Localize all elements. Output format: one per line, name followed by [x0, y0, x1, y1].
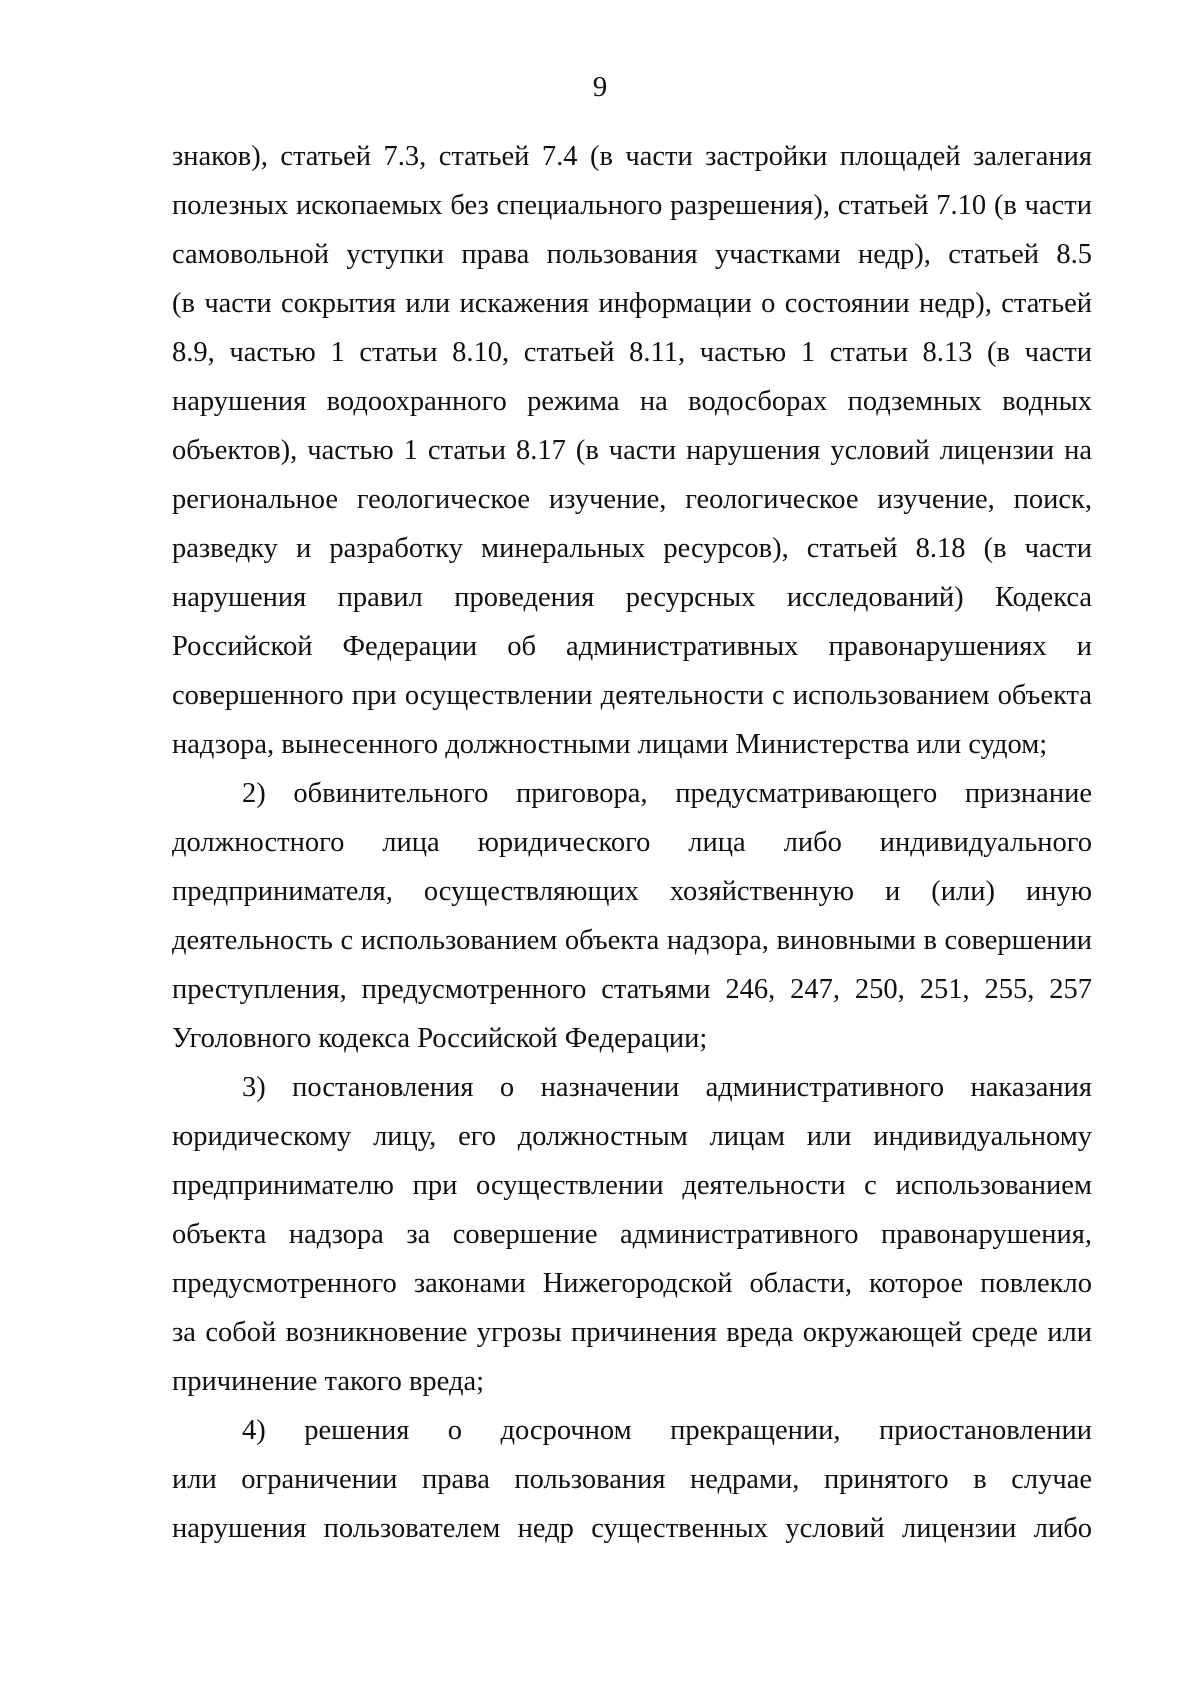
text-line: Российской Федерации об административных правонарушениях и: [172, 631, 1092, 662]
text-line: самовольной уступки права пользования участками недр), статьей 8.5: [172, 239, 1092, 270]
text-line: нарушения правил проведения ресурсных исследований) Кодекса: [172, 582, 1092, 613]
text-line: должностного лица юридического лица либо индивидуального: [172, 827, 1092, 858]
text-line: надзора, вынесенного должностными лицами Министерства или судом;: [172, 729, 1048, 760]
text-line: объектов), частью 1 статьи 8.17 (в части нарушения условий лицензии на: [172, 435, 1092, 466]
paragraph-item-4: [172, 1406, 1092, 1553]
paragraph-item-3: [172, 1063, 1092, 1406]
paragraph-item-2: [172, 769, 1092, 1063]
text-line: юридическому лицу, его должностным лицам или индивидуальному: [172, 1121, 1092, 1152]
text-line: 2) обвинительного приговора, предусматривающего признание: [242, 778, 1092, 809]
text-line: знаков), статьей 7.3, статьей 7.4 (в части застройки площадей залегания: [172, 141, 1092, 172]
text-line: причинение такого вреда;: [172, 1366, 485, 1397]
text-line: нарушения водоохранного режима на водосборах подземных водных: [172, 386, 1092, 417]
text-line: региональное геологическое изучение, геологическое изучение, поиск,: [172, 484, 1092, 515]
document-body: [172, 132, 1092, 1553]
text-line: предпринимателю при осуществлении деятельности с использованием: [172, 1170, 1092, 1201]
text-line: совершенного при осуществлении деятельности с использованием объекта: [172, 680, 1092, 711]
text-line: нарушения пользователем недр существенных условий лицензии либо: [172, 1513, 1092, 1544]
text-line: предусмотренного законами Нижегородской области, которое повлекло: [172, 1268, 1092, 1299]
page-number: 9: [592, 71, 608, 103]
text-line: предпринимателя, осуществляющих хозяйственную и (или) иную: [172, 876, 1092, 907]
text-line: полезных ископаемых без специального разрешения), статьей 7.10 (в части: [172, 190, 1092, 221]
text-line: объекта надзора за совершение административного правонарушения,: [172, 1219, 1092, 1250]
text-line: 3) постановления о назначении административного наказания: [242, 1072, 1092, 1103]
text-line: деятельность с использованием объекта надзора, виновными в совершении: [172, 925, 1092, 956]
text-line: за собой возникновение угрозы причинения вреда окружающей среде или: [172, 1317, 1092, 1348]
text-line: разведку и разработку минеральных ресурсов), статьей 8.18 (в части: [172, 533, 1092, 564]
text-line: 4) решения о досрочном прекращении, приостановлении: [242, 1415, 1092, 1446]
text-line: Уголовного кодекса Российской Федерации;: [172, 1023, 708, 1054]
paragraph-continuation: [172, 132, 1092, 769]
text-line: или ограничении права пользования недрами, принятого в случае: [172, 1464, 1092, 1495]
text-line: преступления, предусмотренного статьями 246, 247, 250, 251, 255, 257: [172, 974, 1092, 1005]
text-line: (в части сокрытия или искажения информации о состоянии недр), статьей: [172, 288, 1092, 319]
text-line: 8.9, частью 1 статьи 8.10, статьей 8.11, частью 1 статьи 8.13 (в части: [172, 337, 1092, 368]
